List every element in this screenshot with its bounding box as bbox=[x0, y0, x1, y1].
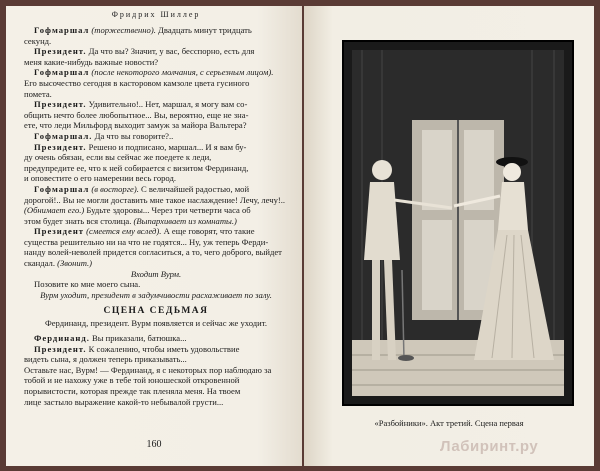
text-line bbox=[24, 46, 288, 57]
line-text: Удивительно!.. Нет, маршал, я могу вам со- bbox=[86, 99, 248, 110]
stage-direction-inline: (Звонит.) bbox=[54, 258, 93, 269]
text-line bbox=[24, 258, 288, 269]
right-page bbox=[304, 6, 594, 466]
engraving-illustration bbox=[342, 40, 574, 406]
line-text: лице застыло выражение какой-то небывалой грусти... bbox=[24, 396, 224, 407]
line-text: Решено и подписано, маршал... И я вам бу- bbox=[86, 141, 247, 152]
speaker-name: Фердинанд. bbox=[34, 333, 90, 344]
text-line: Позовите ко мне моего сына. bbox=[34, 279, 141, 290]
line-text: С величайшей радостью, мой bbox=[138, 183, 250, 194]
text-line bbox=[24, 375, 288, 386]
line-text: существа решительно ни на что не годятся... Ну, уж теперь Ферди- bbox=[24, 236, 269, 247]
text-line bbox=[24, 163, 288, 174]
text-line bbox=[24, 365, 288, 376]
line-text: ду очень обязан, если вы сейчас же поедете к леди, bbox=[24, 152, 212, 163]
line-text: ете, что леди Мильфорд выходит замуж за майора Вальтера? bbox=[24, 120, 247, 131]
text-line bbox=[24, 142, 288, 153]
line-text: общить нечто более любопытное... Вы, вероятно, еще не зна- bbox=[24, 109, 249, 120]
speaker-name: Президент. bbox=[34, 99, 87, 110]
scene-subtitle: Фердинанд, президент. Вурм появляется и сейчас же уходит. bbox=[44, 318, 268, 329]
text-line bbox=[24, 397, 288, 408]
left-page bbox=[6, 6, 302, 466]
stage-direction-inline: (Обнимает его.) bbox=[24, 205, 85, 216]
illustration-caption: «Разбойники». Акт третий. Сцена первая bbox=[374, 418, 524, 428]
text-line bbox=[24, 216, 288, 227]
line-text: К сожалению, чтобы иметь удовольствие bbox=[86, 343, 240, 354]
text-block-2 bbox=[24, 333, 288, 407]
line-text: этом будет знать вся столица. bbox=[24, 215, 132, 226]
stage-direction-inline: (после некоторого молчания, с серьезным лицом). bbox=[89, 67, 274, 78]
line-text: нанду волей-неволей придется согласиться, а то, чего доброго, выйдет bbox=[24, 247, 282, 258]
line-text: Его высочество сегодня в касторовом камзоле цвета гусиного bbox=[24, 77, 250, 88]
line-text: Будьте здоровы... Через три четверти часа об bbox=[84, 205, 251, 216]
text-line bbox=[24, 344, 288, 355]
text-line bbox=[24, 152, 288, 163]
line-text: скандал. bbox=[24, 258, 55, 269]
stage-direction-inline: (в восторге). bbox=[89, 183, 139, 194]
text-line bbox=[24, 78, 288, 89]
line-text: А еще говорят, что такие bbox=[161, 226, 255, 237]
running-head: Фридрих Шиллер bbox=[111, 10, 201, 19]
speaker-name: Гофмаршал. bbox=[34, 130, 93, 141]
text-line bbox=[24, 205, 288, 216]
line-text: и оповестите о его намерении весь город. bbox=[24, 173, 176, 184]
line-text: меня какие-нибудь важные новости? bbox=[24, 56, 159, 67]
line-text: Оставьте нас, Вурм! — Фердинанд, я с некоторых пор наблюдаю за bbox=[24, 364, 272, 375]
text-line bbox=[24, 386, 288, 397]
text-line bbox=[24, 57, 288, 68]
line-text: тобой и не нахожу уже в тебе той юношеской откровенной bbox=[24, 375, 240, 386]
speaker-name: Президент bbox=[34, 226, 85, 237]
line-text: Вы приказали, батюшка... bbox=[89, 333, 187, 344]
text-line bbox=[24, 226, 288, 237]
line-text: помета. bbox=[24, 88, 52, 99]
line-text: Двадцать минут тридцать bbox=[155, 25, 252, 35]
line-text: Да что вы говорите?.. bbox=[92, 130, 174, 141]
text-block-1 bbox=[24, 25, 288, 269]
scene-title: СЦЕНА СЕДЬМАЯ bbox=[103, 306, 209, 317]
line-text: предупредите ее, что к ней собирается с визитом Фердинанд, bbox=[24, 162, 249, 173]
stage-direction-inline: (Выпархивает из комнаты.) bbox=[131, 215, 237, 226]
text-line bbox=[24, 99, 288, 110]
page-number: 160 bbox=[146, 439, 162, 450]
line-text: секунд. bbox=[24, 35, 52, 46]
text-line bbox=[24, 184, 288, 195]
line-text: дорогой!.. Вы не могли доставить мне такое наслаждение! Лечу, лечу!.. bbox=[24, 194, 286, 205]
speaker-name: Гофмаршал bbox=[34, 25, 90, 35]
text-line bbox=[24, 36, 288, 47]
text-line bbox=[24, 89, 288, 100]
text-line bbox=[24, 195, 288, 206]
line-text: видеть сына, я должен теперь приказывать... bbox=[24, 354, 187, 365]
text-line bbox=[24, 237, 288, 248]
text-line bbox=[24, 247, 288, 258]
text-line bbox=[24, 333, 288, 344]
text-line bbox=[24, 110, 288, 121]
text-line bbox=[24, 354, 288, 365]
speaker-name: Гофмаршал bbox=[34, 183, 90, 194]
stage-direction: Входит Вурм. bbox=[130, 268, 182, 279]
text-line bbox=[24, 25, 288, 36]
text-line bbox=[24, 67, 288, 78]
text-line bbox=[24, 173, 288, 184]
stage-direction-inline: (торжественно). bbox=[89, 25, 156, 35]
speaker-name: Президент. bbox=[34, 46, 87, 57]
line-text: Да что вы? Значит, у вас, бесспорно, есть для bbox=[86, 46, 255, 57]
stage-direction: Вурм уходит, президент в задумчивости расхаживает по залу. bbox=[40, 289, 272, 300]
speaker-name: Президент. bbox=[34, 343, 87, 354]
speaker-name: Президент. bbox=[34, 141, 87, 152]
speaker-name: Гофмаршал bbox=[34, 67, 90, 78]
text-line bbox=[24, 120, 288, 131]
line-text: порывистости, которая прежде так пленяла меня. На твоем bbox=[24, 386, 241, 396]
watermark: Лабиринт.ру bbox=[440, 438, 539, 455]
text-line bbox=[24, 131, 288, 142]
stage-direction-inline: (смеется ему вслед). bbox=[84, 226, 162, 237]
